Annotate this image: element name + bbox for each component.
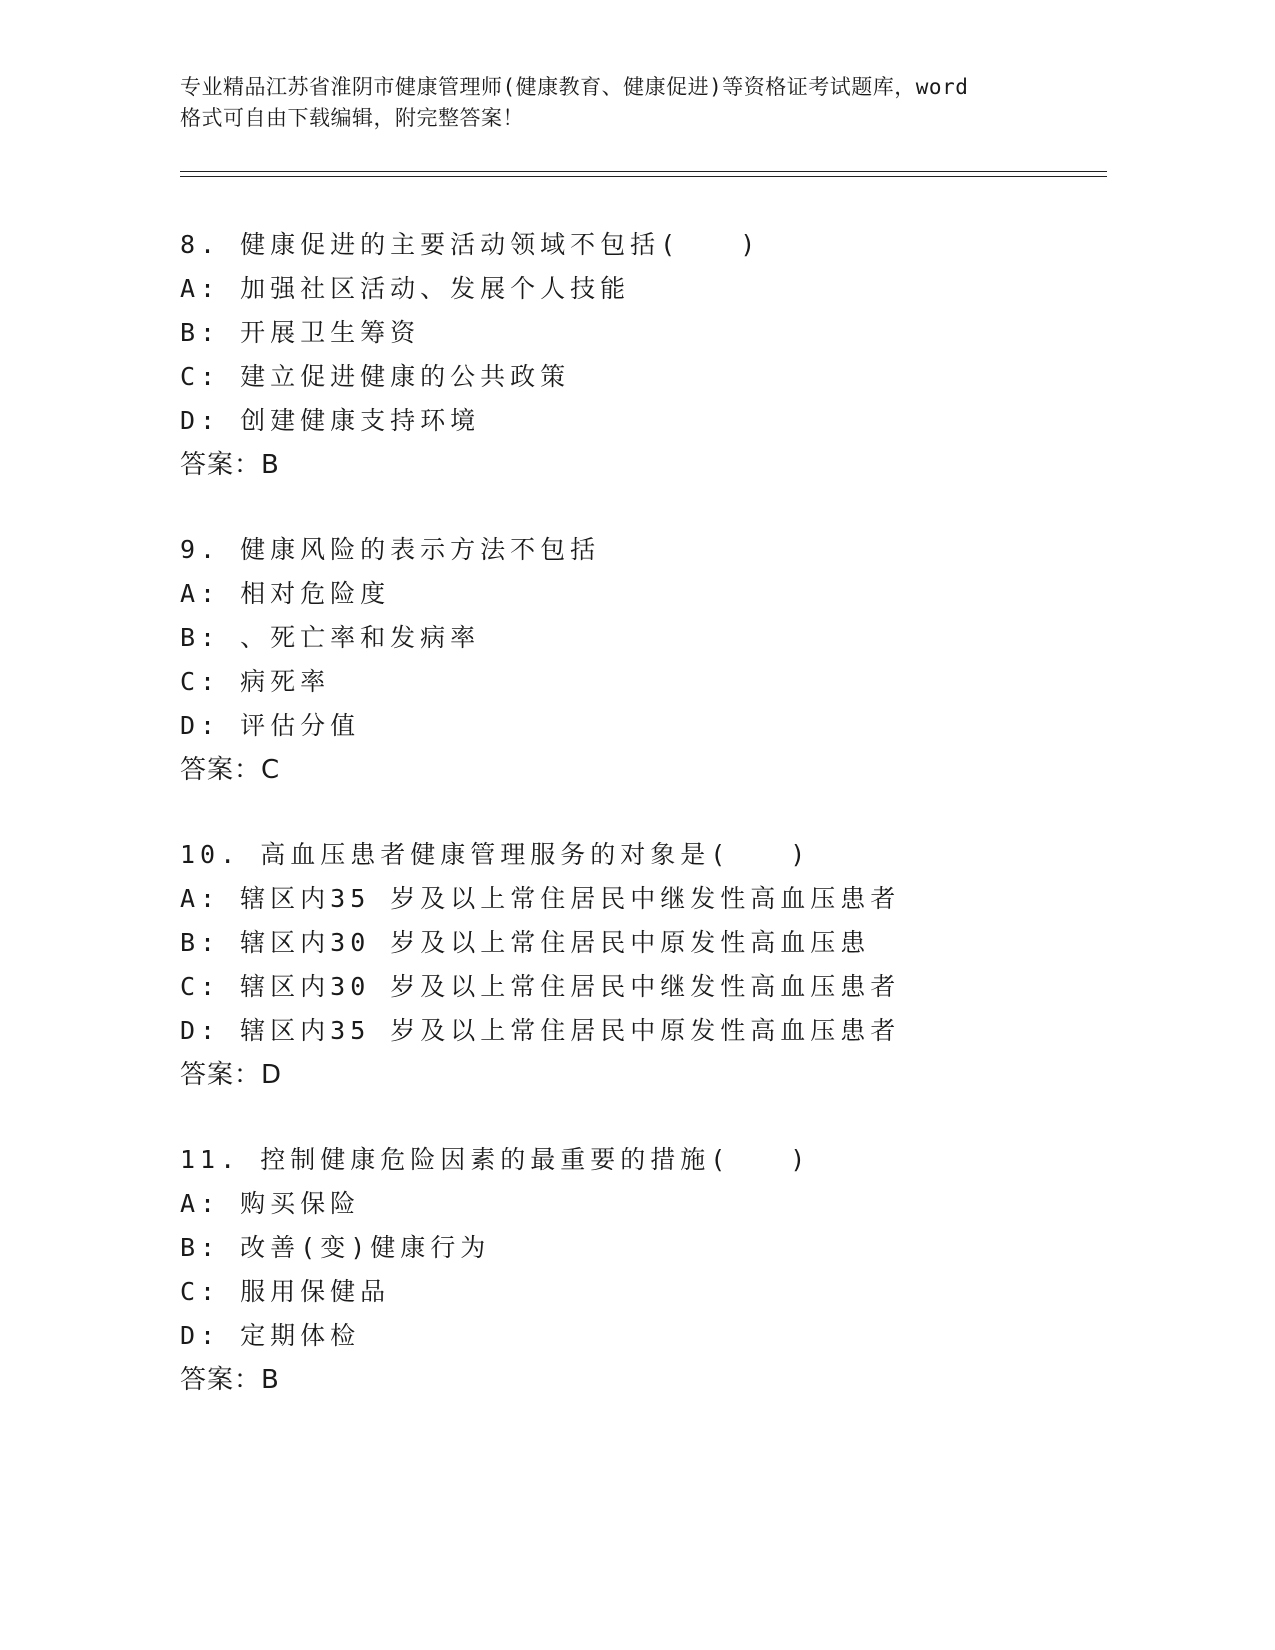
document-header: [180, 72, 1080, 134]
answer: 答案：B: [180, 450, 280, 480]
option-d: D: 评估分值: [180, 711, 361, 740]
option-b: B: 改善(变)健康行为: [180, 1233, 491, 1262]
option-c: C: 辖区内30 岁及以上常住居民中继发性高血压患者: [180, 972, 901, 1001]
header-divider-bottom: [180, 176, 1107, 177]
header-line-2: 格式可自由下载编辑，附完整答案！: [180, 106, 524, 130]
question-11: [180, 1138, 1130, 1402]
question-10: [180, 833, 1130, 1097]
answer: 答案：D: [180, 1060, 283, 1090]
option-b: B: 开展卫生筹资: [180, 318, 421, 347]
option-d: D: 定期体检: [180, 1321, 361, 1350]
option-a: A: 购买保险: [180, 1189, 361, 1218]
header-divider-top: [180, 171, 1107, 172]
option-c: C: 服用保健品: [180, 1277, 391, 1306]
option-d: D: 辖区内35 岁及以上常住居民中原发性高血压患者: [180, 1016, 901, 1045]
question-stem: 8. 健康促进的主要活动领域不包括( ): [180, 230, 761, 259]
option-a: A: 辖区内35 岁及以上常住居民中继发性高血压患者: [180, 884, 901, 913]
option-a: A: 加强社区活动、发展个人技能: [180, 274, 631, 303]
option-c: C: 建立促进健康的公共政策: [180, 362, 571, 391]
question-stem: 10. 高血压患者健康管理服务的对象是( ): [180, 840, 811, 869]
question-stem: 9. 健康风险的表示方法不包括: [180, 535, 601, 564]
answer: 答案：B: [180, 1365, 280, 1395]
option-b: B: 辖区内30 岁及以上常住居民中原发性高血压患: [180, 928, 871, 957]
header-line-1: 专业精品江苏省淮阴市健康管理师(健康教育、健康促进)等资格证考试题库，word: [180, 75, 969, 99]
option-a: A: 相对危险度: [180, 579, 391, 608]
question-stem: 11. 控制健康危险因素的最重要的措施( ): [180, 1145, 811, 1174]
option-d: D: 创建健康支持环境: [180, 406, 481, 435]
question-8: [180, 223, 1130, 487]
option-b: B: 、死亡率和发病率: [180, 623, 481, 652]
answer: 答案：C: [180, 755, 281, 785]
option-c: C: 病死率: [180, 667, 331, 696]
question-9: [180, 528, 1130, 792]
